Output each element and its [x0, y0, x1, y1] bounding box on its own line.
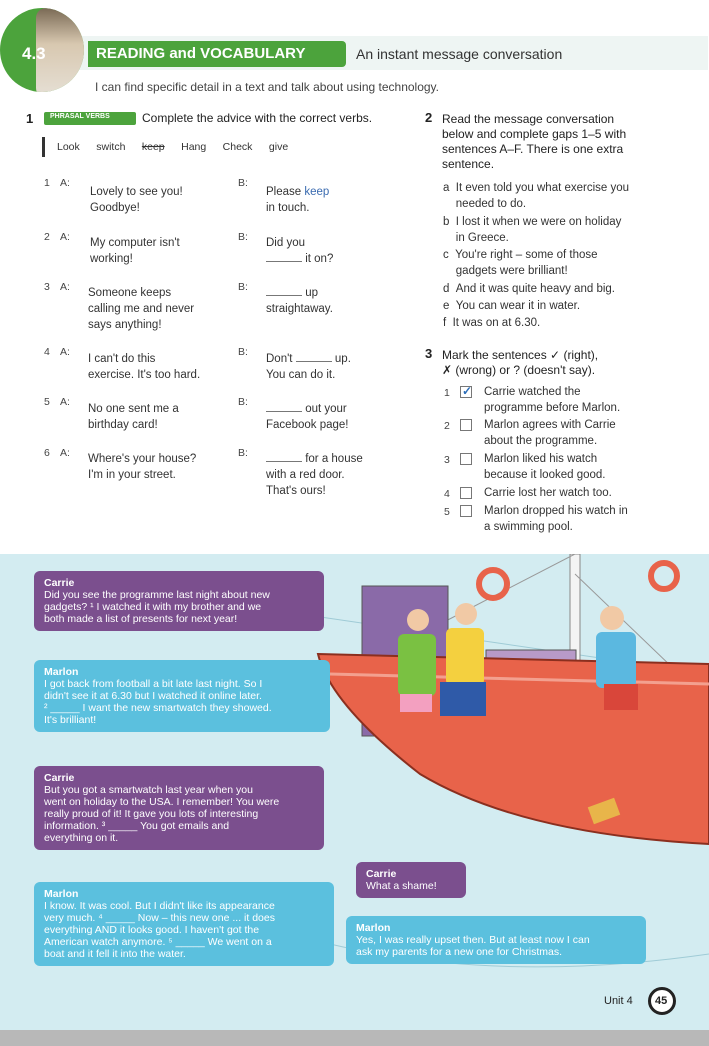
message-sender: Carrie — [44, 772, 75, 784]
word-check: Check — [222, 141, 253, 153]
b-line: up. — [334, 353, 351, 365]
ex1-item-1-a-text — [90, 184, 183, 216]
ex1-item-5-b-text — [266, 401, 348, 433]
option-text: It was on at 6.30. — [452, 317, 541, 329]
item-line: Marlon liked his watch — [484, 453, 598, 465]
message-line: I know. It was cool. But I didn't like its appearance — [44, 900, 275, 912]
b-line: Did you — [266, 237, 305, 249]
ex3-item-3-text — [484, 451, 605, 483]
ex1-item-6-number: 6 — [44, 447, 50, 459]
b-line: Facebook page! — [266, 419, 349, 431]
option-letter: f — [443, 317, 447, 329]
message-line: ask my parents for a new one for Christmas. — [356, 946, 562, 958]
item-line: programme before Marlon. — [484, 402, 621, 414]
message-line: everything AND it looks good. I haven't got the — [44, 924, 260, 936]
phrasal-verbs-badge — [44, 112, 136, 125]
ex1-item-4-b-text — [266, 351, 351, 383]
exercise-3-number: 3 — [425, 346, 433, 361]
option-letter: e — [443, 300, 450, 312]
a-line: Goodbye! — [90, 202, 140, 214]
option-letter: b — [443, 216, 450, 228]
ex3-item-1-number: 1 — [444, 387, 450, 399]
ex1-item-1-a-label: A: — [60, 177, 70, 189]
ex3-item-1-text — [484, 384, 620, 416]
word-box — [42, 137, 342, 157]
ex2-option-f — [443, 315, 540, 331]
ex2-option-a — [443, 180, 629, 212]
message-sender: Marlon — [44, 666, 79, 678]
ex3-item-4-checkbox[interactable] — [460, 487, 472, 499]
a-line: No one sent me a — [88, 403, 179, 415]
ex1-item-5-a-text — [88, 401, 179, 433]
message-bubble — [34, 766, 324, 850]
item-line: Marlon dropped his watch in — [484, 505, 628, 517]
ex1-item-2-number: 2 — [44, 231, 50, 243]
ex1-item-5-a-label: A: — [60, 396, 70, 408]
item-line: Marlon agrees with Carrie — [484, 419, 616, 431]
option-letter: c — [443, 249, 449, 261]
exercise-1-instruction: Complete the advice with the correct verbs. — [142, 111, 373, 125]
message-line: didn't see it at 6.30 but I watched it online later. — [44, 690, 262, 702]
exercise-1-number: 1 — [26, 111, 34, 126]
option-text: needed to do. — [455, 198, 527, 210]
a-line: calling me and never — [88, 303, 195, 315]
a-line: working! — [90, 253, 133, 265]
unit-badge — [0, 8, 84, 92]
ex1-item-6-b-text — [266, 451, 363, 499]
a-line: I can't do this — [88, 353, 156, 365]
message-bubble — [34, 660, 330, 732]
message-line: gadgets? ¹ I watched it with my brother and we — [44, 601, 262, 613]
b-line: out your — [305, 403, 347, 415]
ex2-option-e — [443, 298, 580, 314]
b-line: with a red door. — [266, 469, 345, 481]
option-letter: d — [443, 283, 450, 295]
ex3-item-2-number: 2 — [444, 420, 450, 432]
word-hang: Hang — [181, 141, 207, 153]
message-bubble — [34, 571, 324, 631]
b-line: up — [305, 287, 318, 299]
message-line: everything on it. — [44, 832, 119, 844]
instruction-line: sentences A–F. There is one extra — [442, 142, 624, 156]
instruction-line: Read the message conversation — [442, 112, 615, 126]
ex3-item-3-number: 3 — [444, 454, 450, 466]
message-bubble — [356, 862, 466, 898]
unit-number: 4.3 — [22, 44, 46, 63]
ex1-item-3-b-label: B: — [238, 281, 248, 293]
b-line: Don't — [266, 353, 293, 365]
message-bubble — [346, 916, 646, 964]
b-line: straightaway. — [266, 303, 333, 315]
message-line: But you got a smartwatch last year when you — [44, 784, 253, 796]
page-number: 45 — [655, 995, 668, 1007]
boat-illustration-scene — [0, 554, 709, 1030]
instruction-line: Mark the sentences ✓ (right), — [442, 348, 599, 362]
exercise-3-instruction — [442, 348, 598, 378]
message-line: American watch anymore. ⁵ _____ We went on a — [44, 936, 272, 948]
ex1-item-2-b-text — [266, 235, 333, 267]
message-line: Did you see the programme last night about new — [44, 589, 270, 601]
message-line: boat and it fell it into the water. — [44, 948, 186, 960]
b-line: in touch. — [266, 202, 310, 214]
option-text: It even told you what exercise you — [455, 182, 630, 194]
ex1-item-2-b-label: B: — [238, 231, 248, 243]
message-line: information. ³ _____ You got emails and — [44, 820, 230, 832]
option-text: gadgets were brilliant! — [455, 265, 568, 277]
ex1-item-3-number: 3 — [44, 281, 50, 293]
answer-gap[interactable] — [266, 285, 302, 296]
exercise-2-number: 2 — [425, 110, 433, 125]
item-line: Carrie watched the — [484, 386, 581, 398]
word-switch: switch — [96, 141, 126, 153]
option-text: You're right – some of those — [455, 249, 598, 261]
answer-gap[interactable] — [266, 401, 302, 412]
ex1-item-6-a-label: A: — [60, 447, 70, 459]
a-line: Where's your house? — [88, 453, 197, 465]
ex1-item-1-b-text — [266, 184, 329, 216]
ex1-item-1-b-label: B: — [238, 177, 248, 189]
option-text: I lost it when we were on holiday — [455, 216, 622, 228]
message-sender: Carrie — [366, 868, 397, 880]
message-sender: Carrie — [44, 577, 75, 589]
instruction-line: below and complete gaps 1–5 with — [442, 127, 627, 141]
message-line: went on holiday to the USA. I remember! You were — [44, 796, 280, 808]
answer-gap[interactable] — [266, 251, 302, 262]
item-line: because it looked good. — [484, 469, 606, 481]
b-line: You can do it. — [266, 369, 336, 381]
ex3-item-4-text — [484, 485, 612, 501]
ex3-item-3-checkbox[interactable] — [460, 453, 472, 465]
a-line: says anything! — [88, 319, 162, 331]
ex1-item-5-number: 5 — [44, 396, 50, 408]
ex3-item-5-checkbox[interactable] — [460, 505, 472, 517]
ex1-item-6-a-text — [88, 451, 196, 483]
message-sender: Marlon — [44, 888, 79, 900]
ex3-item-2-checkbox[interactable] — [460, 419, 472, 431]
lesson-subtitle: An instant message conversation — [356, 46, 563, 62]
ex3-item-5-number: 5 — [444, 506, 450, 518]
ex1-item-3-b-text — [266, 285, 333, 317]
word-keep: keep — [141, 141, 165, 153]
ex1-item-3-a-text — [88, 285, 194, 333]
ex1-item-4-a-text — [88, 351, 200, 383]
b-line: That's ours! — [266, 485, 326, 497]
instruction-line: sentence. — [442, 157, 495, 171]
section-title: READING and VOCABULARY — [96, 45, 306, 62]
ex3-item-2-text — [484, 417, 616, 449]
a-line: My computer isn't — [90, 237, 180, 249]
ex3-item-5-text — [484, 503, 628, 535]
b-line: Please — [266, 186, 305, 198]
message-line: I got back from football a bit late last night. So I — [44, 678, 263, 690]
option-text: in Greece. — [455, 232, 509, 244]
message-bubble — [34, 882, 334, 966]
word-look: Look — [57, 141, 80, 153]
a-line: birthday card! — [88, 419, 158, 431]
message-sender: Marlon — [356, 922, 391, 934]
message-line: very much. ⁴ _____ Now – this new one ... it does — [44, 912, 275, 924]
phrasal-verbs-label: PHRASAL VERBS — [50, 113, 110, 120]
ex1-item-6-b-label: B: — [238, 447, 248, 459]
ex1-item-1-number: 1 — [44, 177, 50, 189]
ex1-item-4-number: 4 — [44, 346, 50, 358]
can-do-statement: I can find specific detail in a text and talk about using technology. — [95, 80, 439, 94]
ex1-item-2-a-text — [90, 235, 180, 267]
option-letter: a — [443, 182, 450, 194]
a-line: I'm in your street. — [88, 469, 176, 481]
message-line: really proud of it! It gave you lots of interesting — [44, 808, 259, 820]
ex1-item-3-a-label: A: — [60, 281, 70, 293]
option-text: You can wear it in water. — [455, 300, 581, 312]
instruction-line: ✗ (wrong) or ? (doesn't say). — [442, 363, 596, 377]
ex3-item-1-checkbox[interactable] — [460, 386, 472, 398]
message-line: What a shame! — [366, 880, 437, 892]
ex1-item-4-b-label: B: — [238, 346, 248, 358]
unit-label: Unit 4 — [604, 995, 633, 1007]
exercise-2-instruction — [442, 112, 626, 172]
answer-keep: keep — [304, 186, 330, 198]
ex3-item-4-number: 4 — [444, 488, 450, 500]
message-line: It's brilliant! — [44, 714, 97, 726]
page-number-badge — [648, 987, 676, 1015]
section-title-bar — [88, 41, 346, 67]
ex2-option-d — [443, 281, 615, 297]
item-line: a swimming pool. — [484, 521, 573, 533]
word-give: give — [268, 141, 289, 153]
ex2-option-c — [443, 247, 598, 279]
message-line: Yes, I was really upset then. But at least now I can — [356, 934, 590, 946]
message-line: both made a list of presents for next year! — [44, 613, 238, 625]
ex1-item-5-b-label: B: — [238, 396, 248, 408]
item-line: Carrie lost her watch too. — [484, 487, 612, 499]
ex2-option-b — [443, 214, 621, 246]
b-line: for a house — [305, 453, 363, 465]
answer-gap[interactable] — [296, 351, 332, 362]
answer-gap[interactable] — [266, 451, 302, 462]
a-line: Lovely to see you! — [90, 186, 183, 198]
item-line: about the programme. — [484, 435, 598, 447]
option-text: And it was quite heavy and big. — [455, 283, 615, 295]
a-line: exercise. It's too hard. — [88, 369, 201, 381]
b-line: it on? — [305, 253, 334, 265]
ex1-item-2-a-label: A: — [60, 231, 70, 243]
ex1-item-4-a-label: A: — [60, 346, 70, 358]
message-line: ² _____ I want the new smartwatch they showed. — [44, 702, 272, 714]
a-line: Someone keeps — [88, 287, 172, 299]
